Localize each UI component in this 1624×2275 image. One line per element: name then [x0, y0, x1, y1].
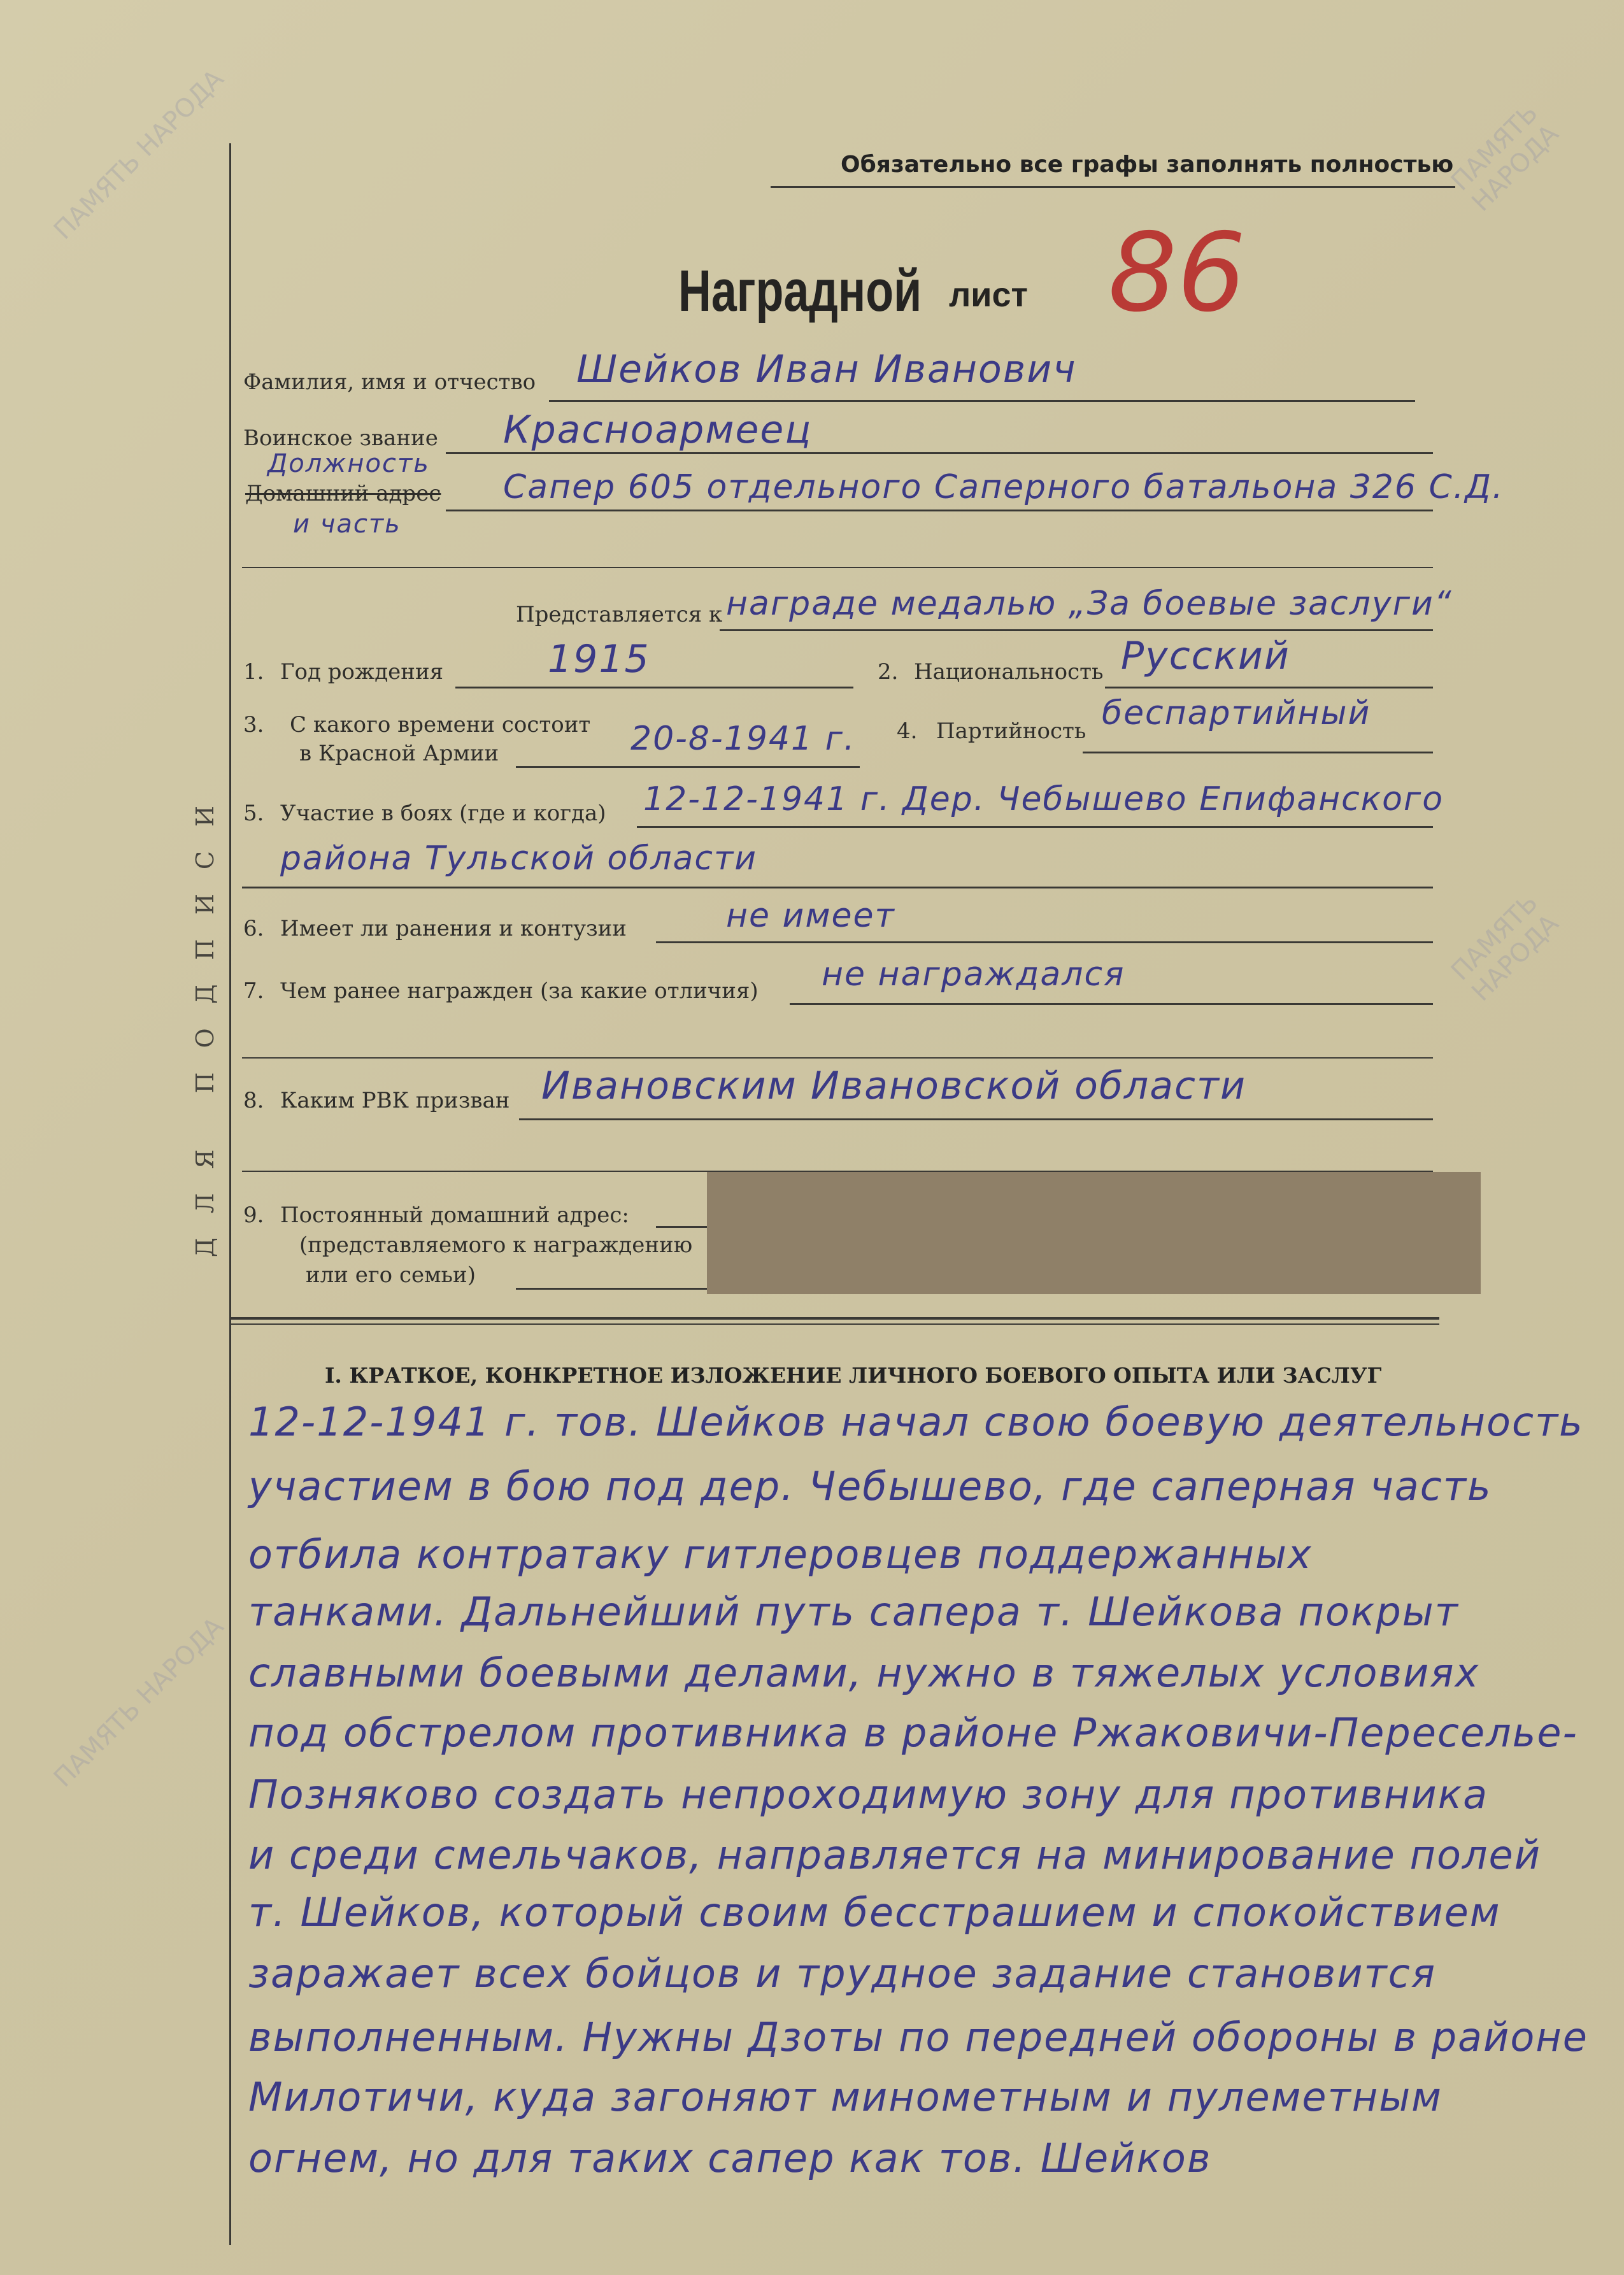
- battles-label: Участие в боях (где и когда): [280, 801, 606, 826]
- narrative-line: славными боевыми делами, нужно в тяжелых условиях: [248, 1650, 1480, 1696]
- watermark: ПАМЯТЬ НАРОДА: [1445, 888, 1565, 1008]
- wounds-label: Имеет ли ранения и контузии: [280, 916, 627, 941]
- battles-value2: района Тульской области: [280, 839, 758, 878]
- army-since-label2: в Красной Армии: [299, 741, 499, 766]
- unit-label-hand: Должность: [267, 449, 430, 478]
- name-value: Шейков Иван Иванович: [576, 347, 1077, 392]
- battles-underline1: [637, 826, 1433, 828]
- unit-label-tail: и часть: [293, 510, 401, 539]
- wounds-num: 6.: [243, 916, 264, 941]
- narrative-line: под обстрелом противника в районе Ржаковичи-Переселье-: [248, 1709, 1578, 1756]
- unit-label-struck: Домашний адрес: [245, 481, 441, 506]
- rank-value: Красноармеец: [503, 408, 813, 452]
- birth-year-num: 1.: [243, 659, 264, 685]
- instruction-underline: [771, 186, 1455, 188]
- narrative-line: танками. Дальнейший путь сапера т. Шейкова покрыт: [248, 1588, 1459, 1635]
- section1-heading: I. КРАТКОЕ, КОНКРЕТНОЕ ИЗЛОЖЕНИЕ ЛИЧНОГО БОЕВОГО ОПЫТА ИЛИ ЗАСЛУГ: [325, 1363, 1382, 1388]
- narrative-line: Позняково создать непроходимую зону для противника: [248, 1771, 1489, 1818]
- name-underline: [549, 400, 1415, 402]
- name-label: Фамилия, имя и отчество: [243, 369, 536, 395]
- army-since-num: 3.: [243, 712, 264, 738]
- army-since-underline: [516, 766, 860, 768]
- title-small: лист: [949, 276, 1028, 314]
- wounds-value: не имеет: [726, 897, 895, 935]
- prior-awards-value: не награждался: [822, 955, 1125, 994]
- party-label: Партийность: [936, 718, 1086, 744]
- narrative-line: 12-12-1941 г. тов. Шейков начал свою боевую деятельность: [248, 1399, 1584, 1445]
- rank-label: Воинское звание: [243, 425, 438, 451]
- narrative-line: огнем, но для таких сапер как тов. Шейков: [248, 2135, 1212, 2181]
- birth-year-underline: [455, 687, 853, 688]
- rvk-underline: [519, 1118, 1433, 1120]
- army-since-value: 20-8-1941 г.: [630, 720, 856, 758]
- nationality-num: 2.: [878, 659, 899, 685]
- record-number: 86: [1108, 210, 1246, 336]
- address-label1: Постоянный домашний адрес:: [280, 1202, 629, 1228]
- battles-underline2: [242, 887, 1433, 888]
- section-separator: [229, 1323, 1439, 1325]
- narrative-line: заражает всех бойцов и трудное задание становится: [248, 1950, 1436, 1997]
- narrative-line: выполненным. Нужны Дзоты по передней обороны в районе: [248, 2014, 1588, 2060]
- watermark: ПАМЯТЬ НАРОДА: [1445, 98, 1565, 218]
- rvk-num: 8.: [243, 1088, 264, 1113]
- blank-line: [242, 1057, 1433, 1059]
- instruction-text: Обязательно все графы заполнять полностью: [841, 152, 1454, 178]
- party-value: беспартийный: [1102, 694, 1371, 732]
- birth-year-value: 1915: [548, 637, 650, 681]
- narrative-line: участием в бою под дер. Чебышево, где саперная часть: [248, 1463, 1492, 1509]
- narrative-line: Милотичи, куда загоняют минометным и пулеметным: [248, 2074, 1442, 2120]
- left-margin-line: [229, 143, 231, 2245]
- redacted-address-block: [707, 1172, 1481, 1294]
- party-underline: [1083, 752, 1433, 753]
- narrative-line: и среди смельчаков, направляется на минирование полей: [248, 1832, 1541, 1878]
- section-separator: [229, 1317, 1439, 1320]
- award-label: Представляется к: [516, 602, 723, 627]
- battles-value1: 12-12-1941 г. Дер. Чебышево Епифанского: [643, 780, 1444, 818]
- narrative-line: т. Шейков, который своим бесстрашием и спокойствием: [248, 1889, 1501, 1936]
- address-underline: [656, 1226, 707, 1228]
- side-caption: ДЛЯ ПОДПИСИ: [191, 781, 219, 1257]
- watermark: ПАМЯТЬ НАРОДА: [48, 64, 230, 246]
- wounds-underline: [656, 941, 1433, 943]
- battles-num: 5.: [243, 801, 264, 826]
- address-underline: [516, 1288, 707, 1290]
- rank-underline: [446, 452, 1433, 454]
- party-num: 4.: [897, 718, 918, 744]
- award-underline: [720, 629, 1433, 631]
- unit-value: Сапер 605 отдельного Саперного батальона 326 С.Д.: [503, 468, 1504, 506]
- nationality-value: Русский: [1121, 634, 1290, 678]
- rvk-label: Каким РВК призван: [280, 1088, 510, 1113]
- birth-year-label: Год рождения: [280, 659, 444, 685]
- title-main: Наградной: [678, 259, 922, 324]
- blank-line: [242, 567, 1433, 568]
- prior-awards-underline: [790, 1003, 1433, 1005]
- prior-awards-num: 7.: [243, 978, 264, 1004]
- address-num: 9.: [243, 1202, 264, 1228]
- watermark: ПАМЯТЬ НАРОДА: [48, 1611, 230, 1794]
- narrative-line: отбила контратаку гитлеровцев поддержанных: [248, 1531, 1313, 1578]
- nationality-label: Национальность: [914, 659, 1104, 685]
- nationality-underline: [1105, 687, 1433, 688]
- army-since-label1: С какого времени состоит: [290, 712, 591, 738]
- prior-awards-label: Чем ранее награжден (за какие отличия): [280, 978, 759, 1004]
- rvk-value: Ивановским Ивановской области: [541, 1064, 1246, 1108]
- unit-underline: [446, 510, 1433, 511]
- award-value: награде медалью „За боевые заслуги“: [726, 585, 1453, 623]
- address-label2: (представляемого к награждению: [299, 1232, 693, 1258]
- address-label3: или его семьи): [306, 1262, 476, 1288]
